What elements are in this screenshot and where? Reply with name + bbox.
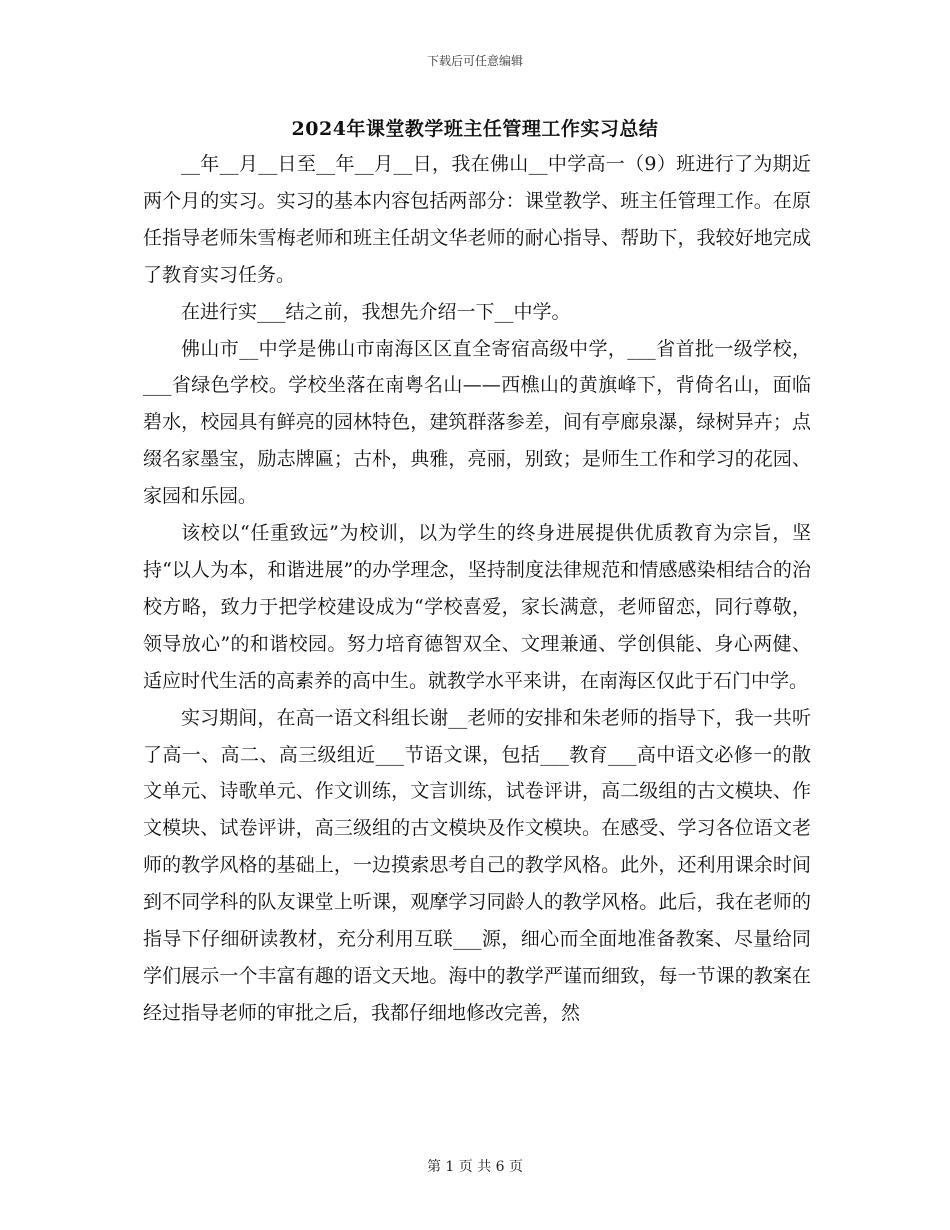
page-header-note: 下载后可任意编辑 [426, 54, 523, 68]
paragraph-school-motto: 该校以“任重致远”为校训，以为学生的终身进展提供优质教育为宗旨，坚持“以人为本，和谐进展”的办学理念，坚持制度法律规范和情感感染相结合的治校方略，致力于把学校建设成为“学校喜爱，家长满意，老师留恋，同行尊敬，领导放心”的和谐校园。努力培育德智双全、文理兼通、学创俱能、身心两健、适应时代生活的高素养的高中生。就教学水平来讲，在南海区仅此于石门中学。 [143, 522, 811, 692]
page-number-footer: 第 1 页 共 6 页 [426, 1159, 524, 1175]
paragraph-school-description: 佛山市__中学是佛山市南海区区直全寄宿高级中学，___省首批一级学校，___省绿色学校。学校坐落在南粤名山——西樵山的黄旗峰下，背倚名山，面临碧水，校园具有鲜亮的园林特色，建筑群落参差，间有亭廊泉瀑，绿树异卉；点缀名家墨宝，励志牌匾；古朴，典雅，亮丽，别致；是师生工作和学习的花园、家园和乐园。 [143, 337, 811, 508]
paragraph-internship-intro: __年__月__日至__年__月__日，我在佛山__中学高一（9）班进行了为期近两个月的实习。实习的基本内容包括两部分：课堂教学、班主任管理工作。在原任指导老师朱雪梅老师和班主任胡文华老师的耐心指导、帮助下，我较好地完成了教育实习任务。 [143, 153, 811, 286]
paragraph-school-intro-lead: 在进行实___结之前，我想先介绍一下__中学。 [181, 300, 571, 323]
document-title: 2024年课堂教学班主任管理工作实习总结 [291, 118, 659, 140]
document-body [143, 146, 811, 1032]
paragraph-teaching-practice: 实习期间，在高一语文科组长谢__老师的安排和朱老师的指导下，我一共听了高一、高二、高三级组近___节语文课，包括___教育___高中语文必修一的散文单元、诗歌单元、作文训练，文言训练，试卷评讲，高二级组的古文模块、作文模块、试卷评讲，高三级组的古文模块及作文模块。在感受、学习各位语文老师的教学风格的基础上，一边摸索思考自己的教学风格。此外，还利用课余时间到不同学科的队友课堂上听课，观摩学习同龄人的教学风格。此后，我在老师的指导下仔细研读教材，充分利用互联___源，细心而全面地准备教案、尽量给同学们展示一个丰富有趣的语文天地。海中的教学严谨而细致，每一节课的教案在经过指导老师的审批之后，我都仔细地修改完善，然 [143, 706, 811, 1024]
